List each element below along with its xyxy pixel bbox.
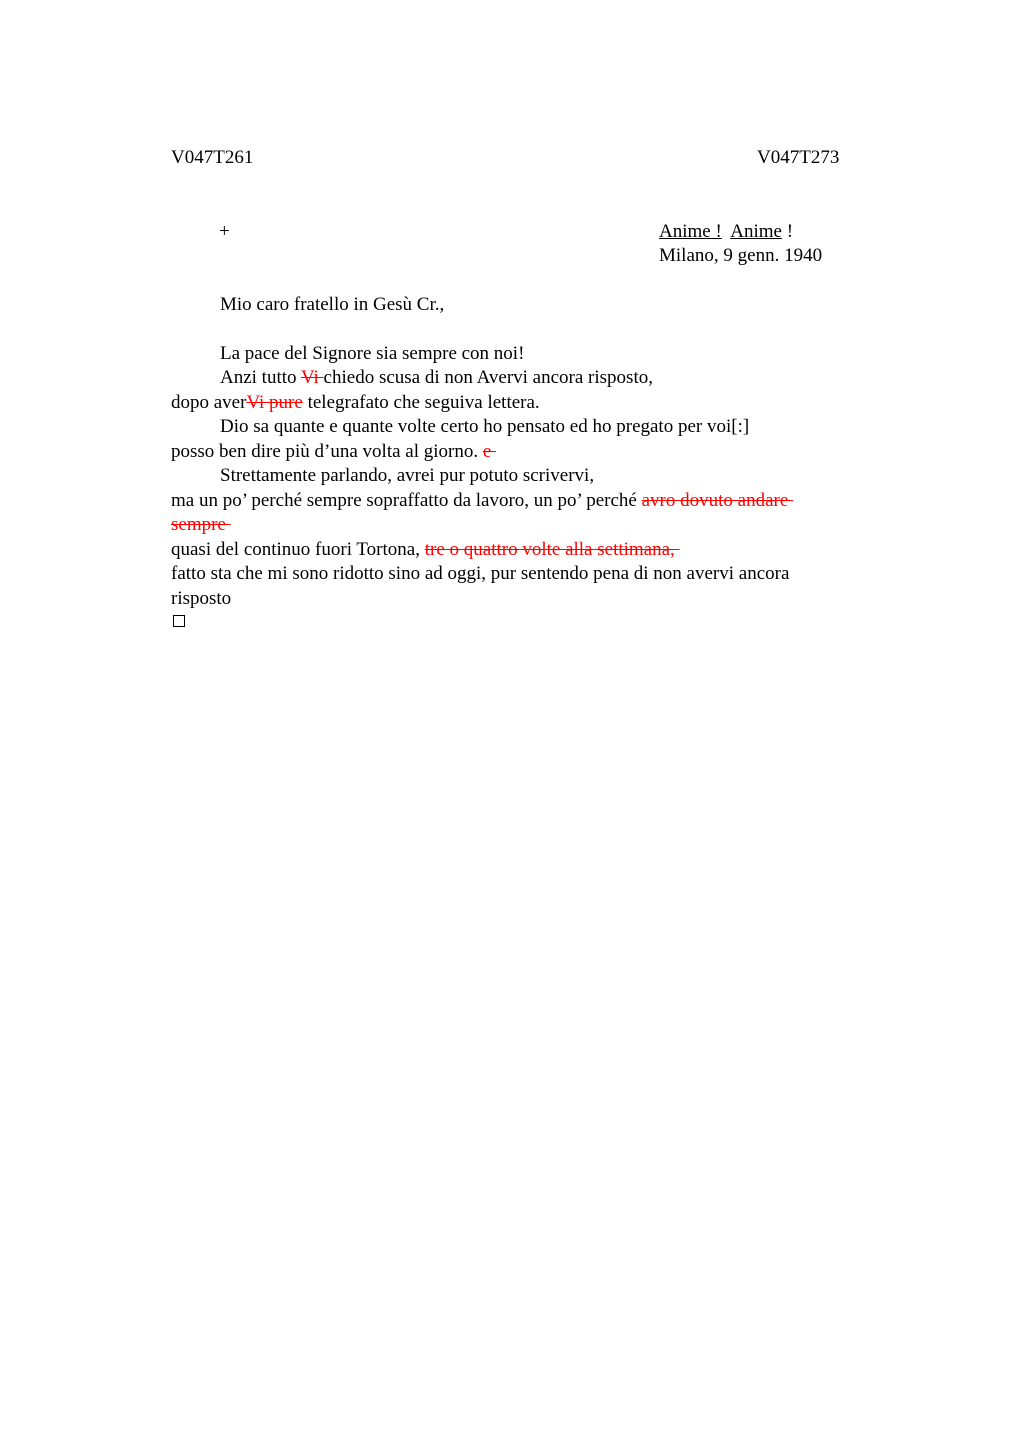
deleted-text: tre o quattro volte alla settimana,: [424, 539, 680, 560]
deleted-text: e: [482, 441, 497, 462]
body-line-2: [220, 367, 653, 389]
deleted-text: sempre: [171, 514, 231, 535]
salutation: Mio caro fratello in Gesù Cr.,: [220, 294, 445, 315]
motto-exclamation: !: [781, 221, 794, 242]
body-line-9: [171, 539, 680, 561]
body-line-1: La pace del Signore sia sempre con noi!: [220, 343, 525, 364]
motto: [659, 221, 793, 243]
text-segment: quasi del continuo fuori Tortona,: [171, 539, 425, 560]
motto-part2: Anime: [730, 221, 782, 242]
text-segment: chiedo scusa di non Avervi ancora risposto,: [323, 367, 653, 388]
text-segment: posso ben dire più d’una volta al giorno.: [171, 441, 483, 462]
body-line-4: Dio sa quante e quante volte certo ho pensato ed ho pregato per voi[:]: [220, 416, 750, 437]
cross-symbol: +: [219, 221, 230, 242]
text-segment: Anzi tutto: [220, 367, 301, 388]
document-code-left: V047T261: [171, 147, 254, 168]
body-line-6: Strettamente parlando, avrei pur potuto scrivervi,: [220, 465, 595, 486]
body-line-8: [171, 514, 231, 536]
body-line-5: [171, 441, 496, 463]
text-segment: ma un po’ perché sempre sopraffatto da lavoro, un po’ perché: [171, 490, 642, 511]
deleted-text: Vi pure: [246, 392, 303, 413]
deleted-text: Vi: [300, 367, 324, 388]
body-line-10: fatto sta che mi sono ridotto sino ad oggi, pur sentendo pena di non avervi ancora: [171, 563, 790, 584]
text-segment: telegrafato che seguiva lettera.: [302, 392, 540, 413]
place-date: Milano, 9 genn. 1940: [659, 245, 823, 266]
motto-part1: Anime !: [659, 221, 722, 242]
body-line-3: [171, 392, 540, 414]
document-code-right: V047T273: [757, 147, 840, 168]
body-line-11: risposto: [171, 588, 232, 609]
deleted-text: avro dovuto andare: [641, 490, 794, 511]
body-line-7: [171, 490, 793, 512]
end-box-icon: [173, 615, 185, 627]
text-segment: dopo aver: [171, 392, 247, 413]
